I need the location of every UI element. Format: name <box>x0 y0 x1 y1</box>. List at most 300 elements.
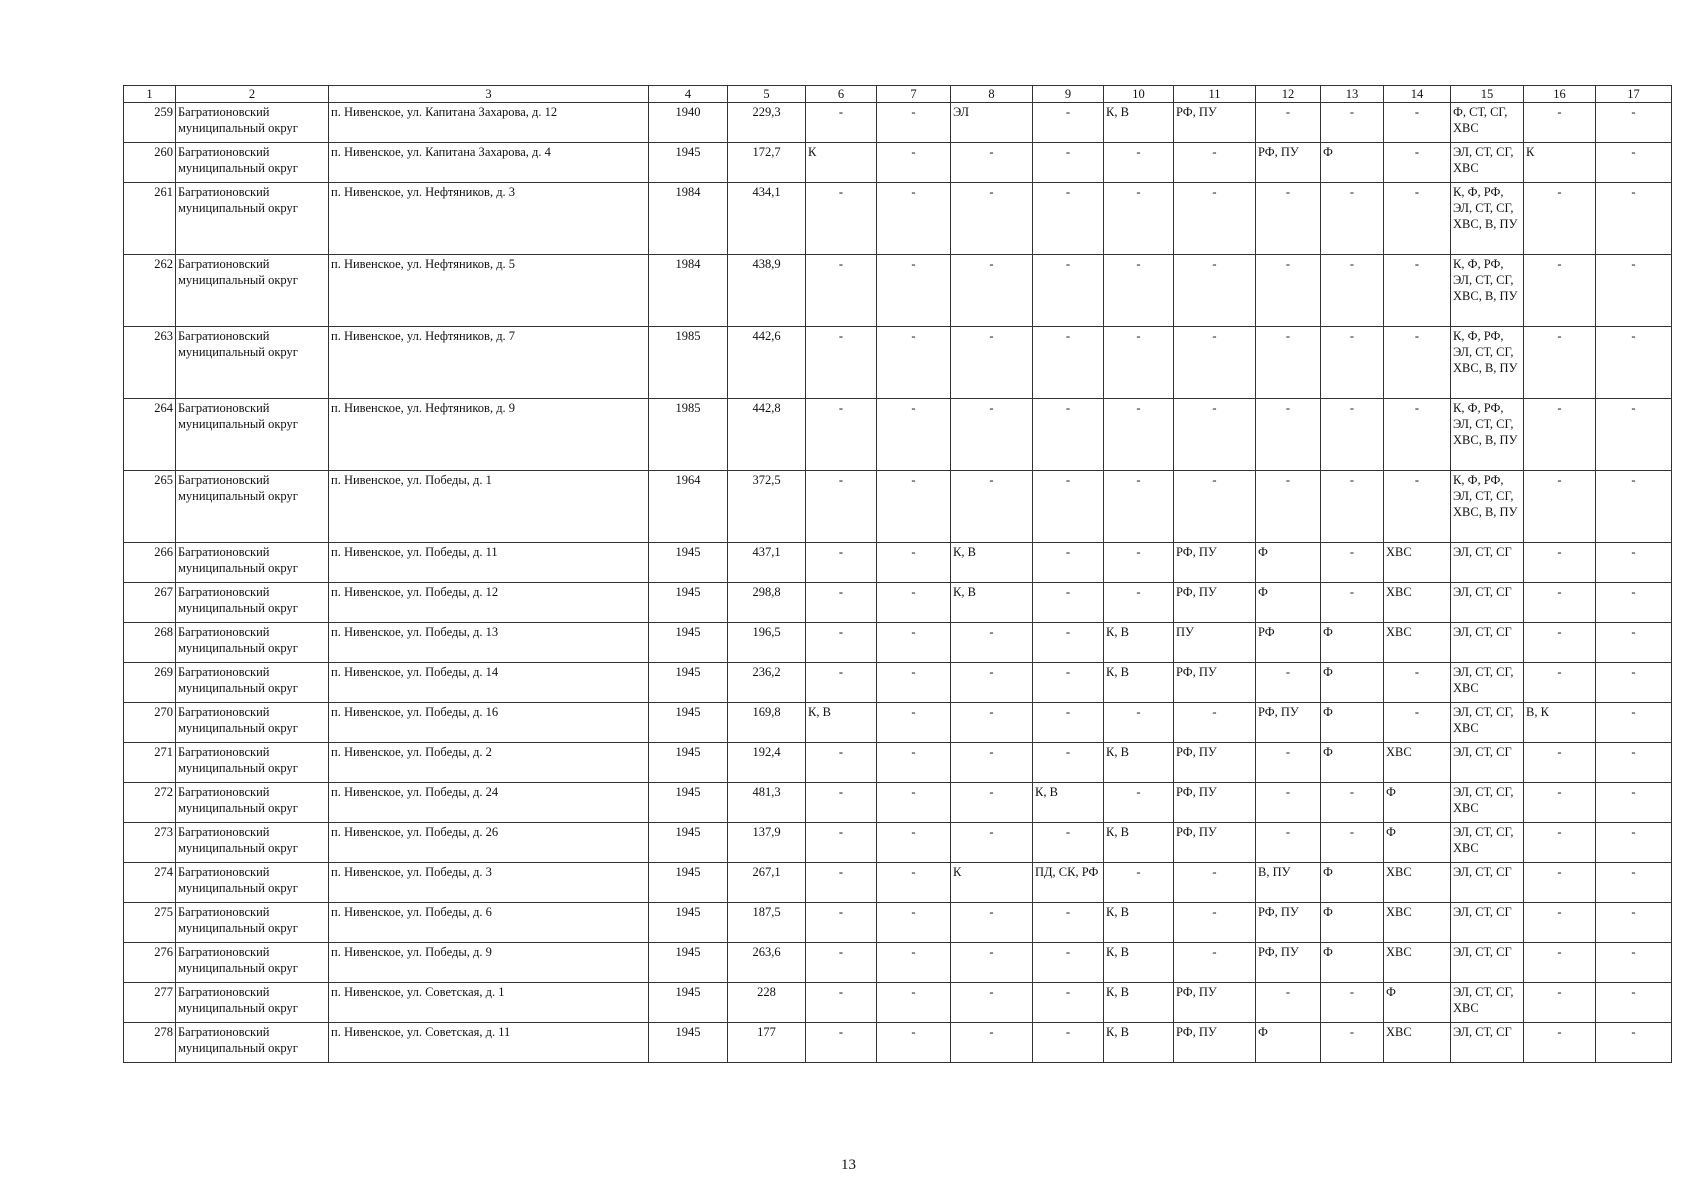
cell-col-17: - <box>1596 255 1672 327</box>
table-row <box>124 703 1672 743</box>
cell-col-14: - <box>1384 399 1451 471</box>
cell-col-6: - <box>806 783 877 823</box>
cell-col-14: Ф <box>1384 823 1451 863</box>
cell-col-8: - <box>951 983 1033 1023</box>
cell-year-built: 1945 <box>649 983 728 1023</box>
cell-col-6: - <box>806 663 877 703</box>
cell-row-number: 274 <box>124 863 176 903</box>
cell-col-14: - <box>1384 143 1451 183</box>
cell-col-17: - <box>1596 399 1672 471</box>
cell-address: п. Нивенское, ул. Победы, д. 1 <box>329 471 649 543</box>
cell-col-9: - <box>1033 103 1104 143</box>
cell-col-14: Ф <box>1384 983 1451 1023</box>
cell-col-15: К, Ф, РФ, ЭЛ, СТ, СГ, ХВС, В, ПУ <box>1451 399 1524 471</box>
column-header: 8 <box>951 86 1033 103</box>
cell-area: 437,1 <box>728 543 806 583</box>
cell-row-number: 261 <box>124 183 176 255</box>
cell-col-9: - <box>1033 703 1104 743</box>
cell-col-10: - <box>1104 543 1174 583</box>
cell-col-6: - <box>806 255 877 327</box>
cell-col-17: - <box>1596 823 1672 863</box>
cell-col-14: Ф <box>1384 783 1451 823</box>
cell-col-12: - <box>1256 103 1321 143</box>
cell-col-17: - <box>1596 583 1672 623</box>
cell-municipality: Багратионовский муниципальный округ <box>176 783 329 823</box>
cell-col-15: ЭЛ, СТ, СГ, ХВС <box>1451 663 1524 703</box>
cell-area: 228 <box>728 983 806 1023</box>
cell-col-17: - <box>1596 983 1672 1023</box>
cell-col-8: - <box>951 943 1033 983</box>
cell-col-13: Ф <box>1321 863 1384 903</box>
cell-col-17: - <box>1596 743 1672 783</box>
cell-col-6: - <box>806 943 877 983</box>
cell-col-14: - <box>1384 327 1451 399</box>
cell-col-8: - <box>951 783 1033 823</box>
cell-col-7: - <box>877 863 951 903</box>
cell-col-17: - <box>1596 1023 1672 1063</box>
cell-col-8: - <box>951 143 1033 183</box>
cell-col-17: - <box>1596 143 1672 183</box>
cell-col-17: - <box>1596 623 1672 663</box>
cell-col-16: В, К <box>1524 703 1596 743</box>
cell-col-13: Ф <box>1321 143 1384 183</box>
cell-col-7: - <box>877 183 951 255</box>
cell-col-8: - <box>951 255 1033 327</box>
cell-col-15: ЭЛ, СТ, СГ <box>1451 863 1524 903</box>
cell-col-13: - <box>1321 471 1384 543</box>
table-row <box>124 783 1672 823</box>
cell-area: 372,5 <box>728 471 806 543</box>
cell-col-12: - <box>1256 255 1321 327</box>
cell-address: п. Нивенское, ул. Нефтяников, д. 5 <box>329 255 649 327</box>
cell-col-7: - <box>877 943 951 983</box>
cell-municipality: Багратионовский муниципальный округ <box>176 183 329 255</box>
cell-col-16: - <box>1524 743 1596 783</box>
cell-col-6: - <box>806 863 877 903</box>
cell-col-13: - <box>1321 103 1384 143</box>
cell-col-11: - <box>1174 903 1256 943</box>
cell-col-7: - <box>877 623 951 663</box>
table-row <box>124 471 1672 543</box>
column-header: 5 <box>728 86 806 103</box>
cell-col-16: - <box>1524 863 1596 903</box>
cell-col-13: - <box>1321 327 1384 399</box>
cell-year-built: 1945 <box>649 903 728 943</box>
cell-col-12: - <box>1256 783 1321 823</box>
table-row <box>124 743 1672 783</box>
cell-col-8: - <box>951 743 1033 783</box>
cell-area: 298,8 <box>728 583 806 623</box>
cell-col-7: - <box>877 471 951 543</box>
cell-address: п. Нивенское, ул. Победы, д. 26 <box>329 823 649 863</box>
cell-address: п. Нивенское, ул. Капитана Захарова, д. 12 <box>329 103 649 143</box>
cell-col-11: - <box>1174 943 1256 983</box>
cell-area: 267,1 <box>728 863 806 903</box>
cell-area: 442,6 <box>728 327 806 399</box>
cell-municipality: Багратионовский муниципальный округ <box>176 471 329 543</box>
table-row <box>124 943 1672 983</box>
cell-municipality: Багратионовский муниципальный округ <box>176 1023 329 1063</box>
cell-year-built: 1964 <box>649 471 728 543</box>
cell-col-10: - <box>1104 255 1174 327</box>
cell-col-11: РФ, ПУ <box>1174 103 1256 143</box>
cell-col-16: - <box>1524 399 1596 471</box>
cell-col-8: ЭЛ <box>951 103 1033 143</box>
cell-col-14: - <box>1384 471 1451 543</box>
cell-col-15: ЭЛ, СТ, СГ, ХВС <box>1451 703 1524 743</box>
cell-year-built: 1945 <box>649 823 728 863</box>
cell-col-10: - <box>1104 703 1174 743</box>
cell-area: 236,2 <box>728 663 806 703</box>
cell-year-built: 1945 <box>649 703 728 743</box>
cell-year-built: 1945 <box>649 743 728 783</box>
cell-col-10: К, В <box>1104 663 1174 703</box>
table-row <box>124 823 1672 863</box>
cell-col-15: К, Ф, РФ, ЭЛ, СТ, СГ, ХВС, В, ПУ <box>1451 255 1524 327</box>
cell-col-9: - <box>1033 543 1104 583</box>
cell-col-13: - <box>1321 783 1384 823</box>
cell-col-11: РФ, ПУ <box>1174 1023 1256 1063</box>
cell-col-11: РФ, ПУ <box>1174 983 1256 1023</box>
cell-col-9: - <box>1033 183 1104 255</box>
cell-col-17: - <box>1596 543 1672 583</box>
cell-col-15: ЭЛ, СТ, СГ, ХВС <box>1451 983 1524 1023</box>
cell-row-number: 271 <box>124 743 176 783</box>
cell-col-7: - <box>877 1023 951 1063</box>
cell-address: п. Нивенское, ул. Победы, д. 6 <box>329 903 649 943</box>
cell-col-15: ЭЛ, СТ, СГ <box>1451 903 1524 943</box>
cell-col-9: - <box>1033 663 1104 703</box>
cell-address: п. Нивенское, ул. Победы, д. 24 <box>329 783 649 823</box>
cell-area: 438,9 <box>728 255 806 327</box>
cell-year-built: 1945 <box>649 623 728 663</box>
cell-col-13: - <box>1321 983 1384 1023</box>
cell-col-16: - <box>1524 471 1596 543</box>
cell-col-10: К, В <box>1104 743 1174 783</box>
cell-col-14: - <box>1384 663 1451 703</box>
cell-row-number: 269 <box>124 663 176 703</box>
table-row <box>124 623 1672 663</box>
table-row <box>124 1023 1672 1063</box>
cell-year-built: 1945 <box>649 663 728 703</box>
cell-col-16: - <box>1524 103 1596 143</box>
cell-col-10: - <box>1104 143 1174 183</box>
cell-col-9: - <box>1033 327 1104 399</box>
cell-area: 187,5 <box>728 903 806 943</box>
cell-col-7: - <box>877 663 951 703</box>
cell-col-9: ПД, СК, РФ <box>1033 863 1104 903</box>
cell-col-11: - <box>1174 703 1256 743</box>
cell-col-6: - <box>806 1023 877 1063</box>
cell-municipality: Багратионовский муниципальный округ <box>176 663 329 703</box>
cell-col-17: - <box>1596 863 1672 903</box>
cell-col-13: Ф <box>1321 943 1384 983</box>
cell-municipality: Багратионовский муниципальный округ <box>176 943 329 983</box>
cell-col-16: - <box>1524 255 1596 327</box>
table-row <box>124 183 1672 255</box>
column-header: 13 <box>1321 86 1384 103</box>
cell-col-12: - <box>1256 743 1321 783</box>
cell-col-7: - <box>877 143 951 183</box>
cell-col-13: Ф <box>1321 743 1384 783</box>
cell-col-9: - <box>1033 903 1104 943</box>
cell-col-9: - <box>1033 623 1104 663</box>
cell-col-6: - <box>806 903 877 943</box>
cell-col-6: - <box>806 103 877 143</box>
cell-col-14: ХВС <box>1384 1023 1451 1063</box>
cell-col-15: ЭЛ, СТ, СГ <box>1451 623 1524 663</box>
cell-address: п. Нивенское, ул. Победы, д. 16 <box>329 703 649 743</box>
cell-col-14: ХВС <box>1384 863 1451 903</box>
cell-year-built: 1945 <box>649 863 728 903</box>
cell-municipality: Багратионовский муниципальный округ <box>176 327 329 399</box>
cell-col-10: - <box>1104 783 1174 823</box>
cell-col-8: - <box>951 327 1033 399</box>
cell-col-15: ЭЛ, СТ, СГ <box>1451 1023 1524 1063</box>
cell-col-17: - <box>1596 903 1672 943</box>
cell-col-11: РФ, ПУ <box>1174 583 1256 623</box>
cell-area: 177 <box>728 1023 806 1063</box>
cell-col-14: - <box>1384 255 1451 327</box>
cell-row-number: 273 <box>124 823 176 863</box>
cell-year-built: 1945 <box>649 943 728 983</box>
column-header: 9 <box>1033 86 1104 103</box>
cell-address: п. Нивенское, ул. Победы, д. 3 <box>329 863 649 903</box>
cell-col-12: Ф <box>1256 1023 1321 1063</box>
cell-row-number: 263 <box>124 327 176 399</box>
table-row <box>124 863 1672 903</box>
cell-area: 196,5 <box>728 623 806 663</box>
cell-municipality: Багратионовский муниципальный округ <box>176 103 329 143</box>
table-row <box>124 583 1672 623</box>
column-header: 16 <box>1524 86 1596 103</box>
cell-col-12: - <box>1256 183 1321 255</box>
column-number-header-row <box>124 86 1672 103</box>
cell-area: 172,7 <box>728 143 806 183</box>
cell-col-14: ХВС <box>1384 903 1451 943</box>
cell-col-17: - <box>1596 471 1672 543</box>
cell-col-13: Ф <box>1321 623 1384 663</box>
cell-year-built: 1984 <box>649 255 728 327</box>
cell-col-11: ПУ <box>1174 623 1256 663</box>
cell-col-10: К, В <box>1104 623 1174 663</box>
cell-col-6: - <box>806 471 877 543</box>
cell-col-6: К, В <box>806 703 877 743</box>
cell-address: п. Нивенское, ул. Победы, д. 2 <box>329 743 649 783</box>
cell-address: п. Нивенское, ул. Советская, д. 1 <box>329 983 649 1023</box>
cell-address: п. Нивенское, ул. Победы, д. 14 <box>329 663 649 703</box>
cell-col-17: - <box>1596 103 1672 143</box>
cell-col-10: - <box>1104 863 1174 903</box>
cell-address: п. Нивенское, ул. Победы, д. 12 <box>329 583 649 623</box>
cell-col-6: - <box>806 823 877 863</box>
cell-col-15: ЭЛ, СТ, СГ <box>1451 583 1524 623</box>
cell-col-17: - <box>1596 703 1672 743</box>
column-header: 4 <box>649 86 728 103</box>
cell-col-12: - <box>1256 471 1321 543</box>
cell-municipality: Багратионовский муниципальный округ <box>176 255 329 327</box>
cell-col-11: - <box>1174 327 1256 399</box>
cell-col-6: - <box>806 623 877 663</box>
cell-col-8: - <box>951 663 1033 703</box>
cell-col-6: К <box>806 143 877 183</box>
cell-col-6: - <box>806 543 877 583</box>
table-row <box>124 903 1672 943</box>
column-header: 11 <box>1174 86 1256 103</box>
cell-col-9: - <box>1033 743 1104 783</box>
cell-col-11: - <box>1174 863 1256 903</box>
cell-municipality: Багратионовский муниципальный округ <box>176 543 329 583</box>
cell-col-9: - <box>1033 1023 1104 1063</box>
cell-col-6: - <box>806 399 877 471</box>
cell-col-15: ЭЛ, СТ, СГ, ХВС <box>1451 823 1524 863</box>
table-row <box>124 983 1672 1023</box>
cell-col-11: РФ, ПУ <box>1174 823 1256 863</box>
page-number: 13 <box>841 1157 856 1173</box>
cell-col-9: - <box>1033 471 1104 543</box>
cell-col-12: РФ, ПУ <box>1256 143 1321 183</box>
cell-municipality: Багратионовский муниципальный округ <box>176 583 329 623</box>
cell-col-15: Ф, СТ, СГ, ХВС <box>1451 103 1524 143</box>
cell-col-7: - <box>877 703 951 743</box>
column-header: 14 <box>1384 86 1451 103</box>
table-row <box>124 399 1672 471</box>
cell-year-built: 1945 <box>649 143 728 183</box>
cell-municipality: Багратионовский муниципальный округ <box>176 863 329 903</box>
cell-col-16: - <box>1524 943 1596 983</box>
cell-col-8: - <box>951 703 1033 743</box>
cell-col-12: - <box>1256 663 1321 703</box>
cell-col-9: - <box>1033 943 1104 983</box>
cell-address: п. Нивенское, ул. Победы, д. 11 <box>329 543 649 583</box>
column-header: 3 <box>329 86 649 103</box>
cell-col-7: - <box>877 327 951 399</box>
cell-municipality: Багратионовский муниципальный округ <box>176 623 329 663</box>
cell-col-9: - <box>1033 983 1104 1023</box>
cell-col-8: - <box>951 623 1033 663</box>
cell-col-16: - <box>1524 623 1596 663</box>
cell-col-14: - <box>1384 703 1451 743</box>
cell-col-15: К, Ф, РФ, ЭЛ, СТ, СГ, ХВС, В, ПУ <box>1451 183 1524 255</box>
column-header: 10 <box>1104 86 1174 103</box>
cell-row-number: 278 <box>124 1023 176 1063</box>
cell-col-7: - <box>877 583 951 623</box>
cell-col-16: - <box>1524 823 1596 863</box>
cell-col-10: К, В <box>1104 1023 1174 1063</box>
cell-year-built: 1940 <box>649 103 728 143</box>
cell-area: 263,6 <box>728 943 806 983</box>
cell-col-15: ЭЛ, СТ, СГ <box>1451 943 1524 983</box>
cell-municipality: Багратионовский муниципальный округ <box>176 903 329 943</box>
cell-col-9: - <box>1033 255 1104 327</box>
cell-col-6: - <box>806 983 877 1023</box>
cell-col-8: К <box>951 863 1033 903</box>
cell-col-7: - <box>877 543 951 583</box>
cell-col-14: ХВС <box>1384 623 1451 663</box>
cell-col-12: РФ <box>1256 623 1321 663</box>
cell-col-10: - <box>1104 471 1174 543</box>
cell-row-number: 272 <box>124 783 176 823</box>
cell-col-14: - <box>1384 183 1451 255</box>
cell-col-8: - <box>951 471 1033 543</box>
cell-year-built: 1984 <box>649 183 728 255</box>
cell-col-11: РФ, ПУ <box>1174 743 1256 783</box>
cell-year-built: 1945 <box>649 1023 728 1063</box>
register-body <box>124 103 1672 1063</box>
cell-col-11: РФ, ПУ <box>1174 543 1256 583</box>
cell-col-9: - <box>1033 143 1104 183</box>
cell-col-17: - <box>1596 943 1672 983</box>
cell-col-8: - <box>951 183 1033 255</box>
cell-col-12: Ф <box>1256 583 1321 623</box>
cell-area: 434,1 <box>728 183 806 255</box>
column-header: 7 <box>877 86 951 103</box>
cell-col-10: - <box>1104 327 1174 399</box>
cell-col-6: - <box>806 327 877 399</box>
cell-col-11: РФ, ПУ <box>1174 663 1256 703</box>
cell-col-16: - <box>1524 543 1596 583</box>
cell-col-16: - <box>1524 783 1596 823</box>
cell-col-7: - <box>877 903 951 943</box>
cell-col-10: К, В <box>1104 903 1174 943</box>
cell-col-11: - <box>1174 399 1256 471</box>
cell-municipality: Багратионовский муниципальный округ <box>176 983 329 1023</box>
cell-address: п. Нивенское, ул. Победы, д. 13 <box>329 623 649 663</box>
cell-col-8: К, В <box>951 543 1033 583</box>
cell-col-13: - <box>1321 823 1384 863</box>
cell-municipality: Багратионовский муниципальный округ <box>176 703 329 743</box>
cell-col-13: Ф <box>1321 903 1384 943</box>
cell-col-8: - <box>951 399 1033 471</box>
cell-col-16: - <box>1524 1023 1596 1063</box>
cell-col-17: - <box>1596 663 1672 703</box>
cell-col-9: - <box>1033 823 1104 863</box>
cell-area: 137,9 <box>728 823 806 863</box>
cell-address: п. Нивенское, ул. Победы, д. 9 <box>329 943 649 983</box>
cell-col-11: - <box>1174 183 1256 255</box>
cell-col-15: ЭЛ, СТ, СГ, ХВС <box>1451 143 1524 183</box>
cell-col-12: - <box>1256 327 1321 399</box>
cell-area: 442,8 <box>728 399 806 471</box>
cell-col-13: - <box>1321 543 1384 583</box>
cell-col-7: - <box>877 823 951 863</box>
cell-row-number: 262 <box>124 255 176 327</box>
cell-row-number: 275 <box>124 903 176 943</box>
cell-col-10: К, В <box>1104 983 1174 1023</box>
column-header: 15 <box>1451 86 1524 103</box>
cell-col-13: - <box>1321 399 1384 471</box>
cell-col-7: - <box>877 743 951 783</box>
cell-col-10: - <box>1104 583 1174 623</box>
table-row <box>124 255 1672 327</box>
cell-col-6: - <box>806 583 877 623</box>
column-header: 2 <box>176 86 329 103</box>
cell-col-7: - <box>877 983 951 1023</box>
cell-col-12: - <box>1256 823 1321 863</box>
cell-col-8: - <box>951 903 1033 943</box>
cell-col-12: РФ, ПУ <box>1256 943 1321 983</box>
housing-register-table <box>123 85 1672 1063</box>
cell-col-10: К, В <box>1104 103 1174 143</box>
cell-municipality: Багратионовский муниципальный округ <box>176 399 329 471</box>
cell-col-12: В, ПУ <box>1256 863 1321 903</box>
cell-col-7: - <box>877 255 951 327</box>
table-row <box>124 327 1672 399</box>
cell-col-12: Ф <box>1256 543 1321 583</box>
cell-year-built: 1945 <box>649 583 728 623</box>
cell-col-13: Ф <box>1321 703 1384 743</box>
cell-row-number: 267 <box>124 583 176 623</box>
